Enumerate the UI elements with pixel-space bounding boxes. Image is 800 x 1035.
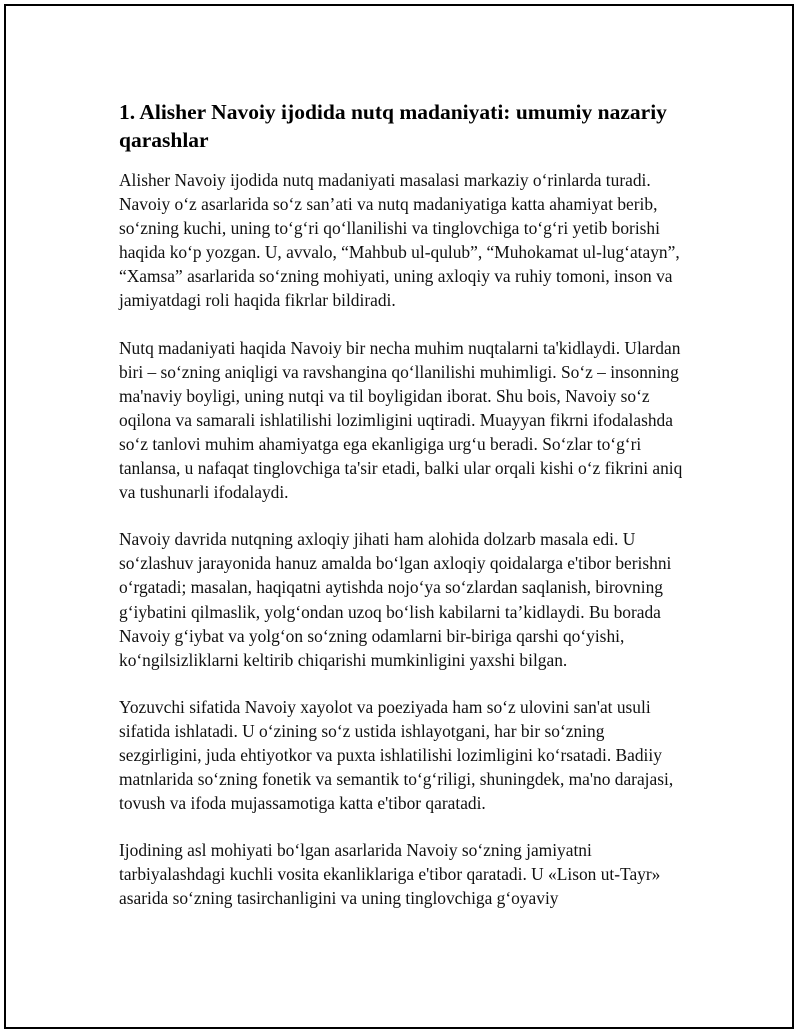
document-page	[4, 4, 794, 1029]
paragraph-5: Ijodining asl mohiyati bo‘lgan asarlarida Navoiy so‘zning jamiyatni tarbiyalashdagi kuchli vosita ekanliklariga e'tibor qaratadi. U «Lison ut-Tayr» asarida so‘zning tasirchanligini va uning tinglovchiga g‘oyaviy	[119, 840, 661, 909]
paragraph-2: Nutq madaniyati haqida Navoiy bir necha muhim nuqtalarni ta'kidlaydi. Ulardan biri – so‘zning aniqligi va ravshangina qo‘llanilishi muhimligi. So‘z – insonning ma'naviy boyligi, uning nutqi va til boyligidan iborat. Shu bois, Navoiy so‘z oqilona va samarali ishlatilishi lozimligini uqtiradi. Muayyan fikrni ifodalashda so‘z tanlovi muhim ahamiyatga ega ekanligiga urg‘u beradi. So‘zlar to‘g‘ri tanlansa, u nafaqat tinglovchiga ta'sir etadi, balki ular orqali kishi o‘z fikrini aniq va tushunarli ifodalaydi.	[119, 337, 683, 503]
paragraph-3: Navoiy davrida nutqning axloqiy jihati ham alohida dolzarb masala edi. U so‘zlashuv jarayonida hanuz amalda bo‘lgan axloqiy qoidalarga e'tibor berishni o‘rgatadi; masalan, haqiqatni aytishda nojo‘ya so‘zlardan saqlanish, birovning g‘iybatini qilmaslik, yolg‘ondan uzoq bo‘lish kabilarni ta’kidlaydi. Bu borada Navoiy g‘iybat va yolg‘on so‘zning odamlarni bir-biriga qarshi qo‘yishi, ko‘ngilsizliklarni keltirib chiqarishi mumkinligini yaxshi bilgan.	[119, 529, 672, 670]
paragraph-4: Yozuvchi sifatida Navoiy xayolot va poeziyada ham so‘z ulovini san'at usuli sifatida ishlatadi. U o‘zining so‘z ustida ishlayotgani, har bir so‘zning sezgirligini, juda ehtiyotkor va puxta ishlatilishi lozimligini ko‘rsatadi. Badiiy matnlarida so‘zning fonetik va semantik to‘g‘riligi, shuningdek, ma'no darajasi, tovush va ifoda mujassamotiga katta e'tibor qaratadi.	[119, 696, 674, 814]
section-heading: 1. Alisher Navoiy ijodida nutq madaniyati: umumiy nazariy qarashlar	[119, 100, 667, 152]
document-body	[119, 98, 685, 934]
paragraph-1: Alisher Navoiy ijodida nutq madaniyati masalasi markaziy o‘rinlarda turadi. Navoiy o‘z asarlarida so‘z san’ati va nutq madaniyatiga katta ahamiyat berib, so‘zning kuchi, uning to‘g‘ri qo‘llanilishi va tinglovchiga to‘g‘ri yetib borishi haqida ko‘p yozgan. U, avvalo, “Mahbub ul-qulub”, “Muhokamat ul-lug‘atayn”, “Xamsa” asarlarida so‘zning mohiyati, uning axloqiy va ruhiy tomoni, inson va jamiyatdagi roli haqida fikrlar bildiradi.	[119, 170, 680, 311]
